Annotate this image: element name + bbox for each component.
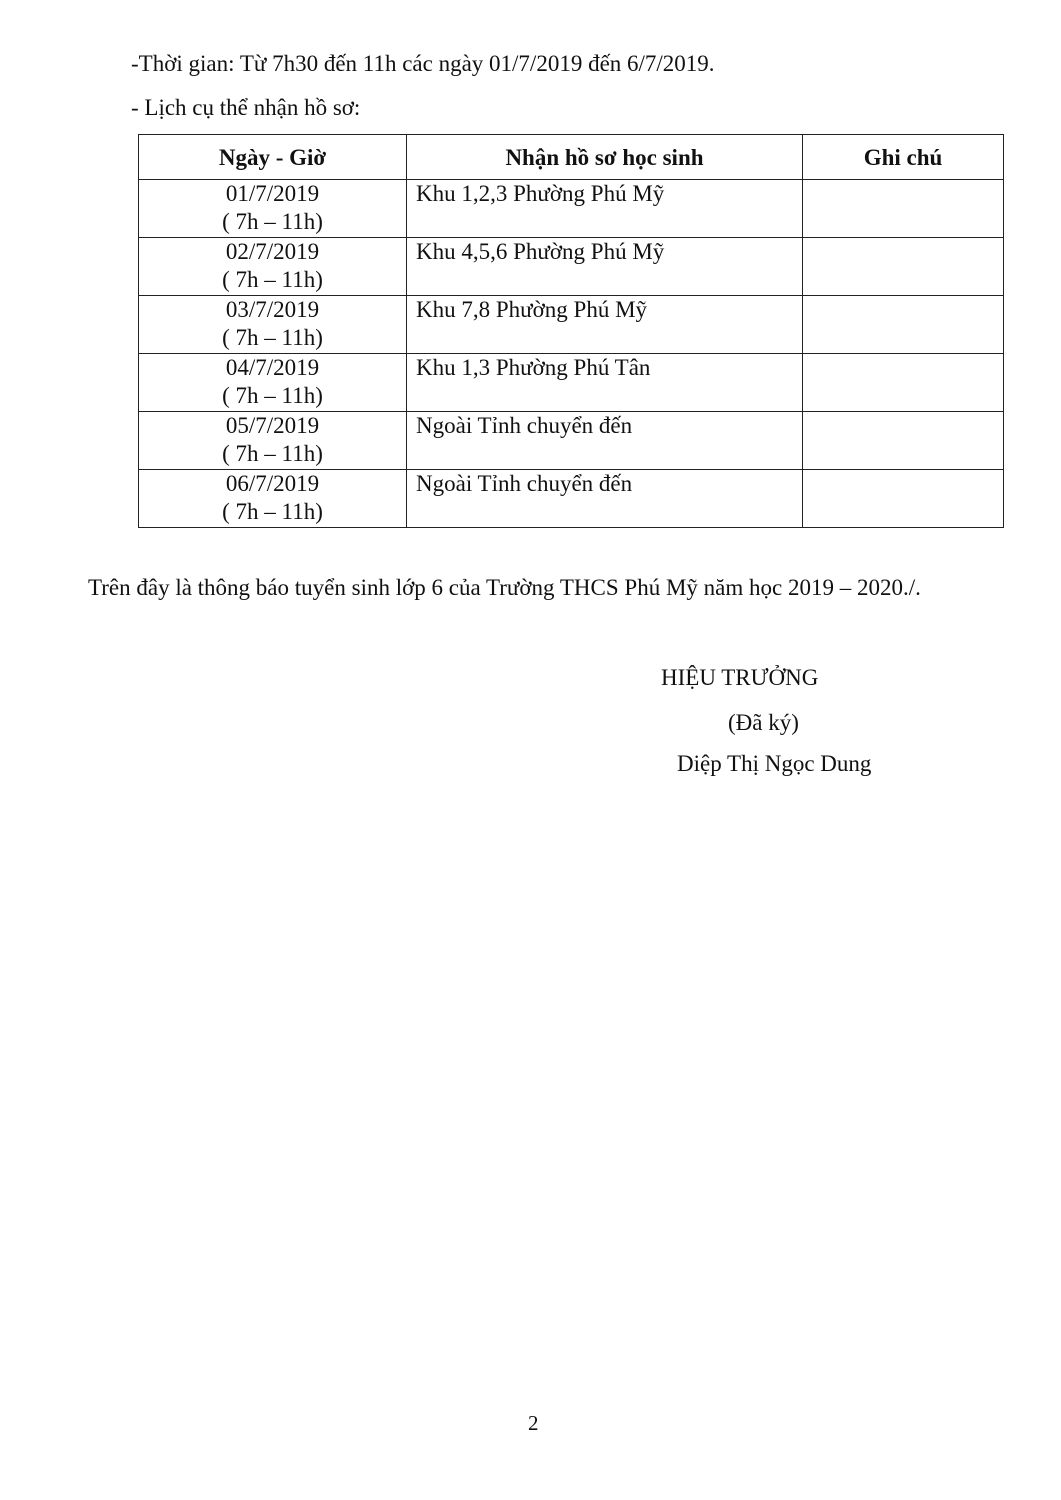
date-text: 03/7/2019 [225, 297, 320, 322]
time-info-line: -Thời gian: Từ 7h30 đến 11h các ngày 01/7/2019 đến 6/7/2019. [131, 51, 715, 76]
date-cell [139, 238, 407, 296]
table-row [139, 412, 1004, 470]
group-cell: Khu 7,8 Phường Phú Mỹ [407, 296, 803, 354]
date-cell [139, 296, 407, 354]
group-cell: Ngoài Tỉnh chuyển đến [407, 412, 803, 470]
table-row [139, 354, 1004, 412]
page-number: 2 [528, 1411, 539, 1435]
date-cell [139, 470, 407, 528]
time-text: ( 7h – 11h) [222, 383, 323, 408]
schedule-table [138, 134, 1004, 528]
schedule-label: - Lịch cụ thể nhận hồ sơ: [131, 95, 361, 120]
note-cell [803, 238, 1004, 296]
date-text: 02/7/2019 [225, 239, 320, 264]
table-row [139, 180, 1004, 238]
time-text: ( 7h – 11h) [222, 499, 323, 524]
time-text: ( 7h – 11h) [222, 267, 323, 292]
header-student-records: Nhận hồ sơ học sinh [407, 135, 803, 180]
date-text: 01/7/2019 [225, 181, 320, 206]
table-header-row [139, 135, 1004, 180]
time-text: ( 7h – 11h) [222, 441, 323, 466]
group-cell: Khu 1,2,3 Phường Phú Mỹ [407, 180, 803, 238]
note-cell [803, 296, 1004, 354]
group-cell: Ngoài Tỉnh chuyển đến [407, 470, 803, 528]
time-text: ( 7h – 11h) [222, 209, 323, 234]
table-row [139, 296, 1004, 354]
date-text: 05/7/2019 [225, 413, 320, 438]
group-cell: Khu 1,3 Phường Phú Tân [407, 354, 803, 412]
note-cell [803, 354, 1004, 412]
group-cell: Khu 4,5,6 Phường Phú Mỹ [407, 238, 803, 296]
table-row [139, 238, 1004, 296]
note-cell [803, 412, 1004, 470]
signer-title: HIỆU TRƯỞNG [661, 665, 819, 690]
date-cell [139, 354, 407, 412]
date-cell [139, 412, 407, 470]
time-text: ( 7h – 11h) [222, 325, 323, 350]
header-date-time: Ngày - Giờ [139, 135, 407, 180]
closing-statement: Trên đây là thông báo tuyển sinh lớp 6 của Trường THCS Phú Mỹ năm học 2019 – 2020./. [88, 575, 921, 600]
signed-note: (Đã ký) [728, 710, 799, 735]
header-notes: Ghi chú [803, 135, 1004, 180]
note-cell [803, 470, 1004, 528]
date-text: 06/7/2019 [225, 471, 320, 496]
date-cell [139, 180, 407, 238]
note-cell [803, 180, 1004, 238]
table-row [139, 470, 1004, 528]
date-text: 04/7/2019 [225, 355, 320, 380]
signer-name: Diệp Thị Ngọc Dung [677, 751, 872, 776]
